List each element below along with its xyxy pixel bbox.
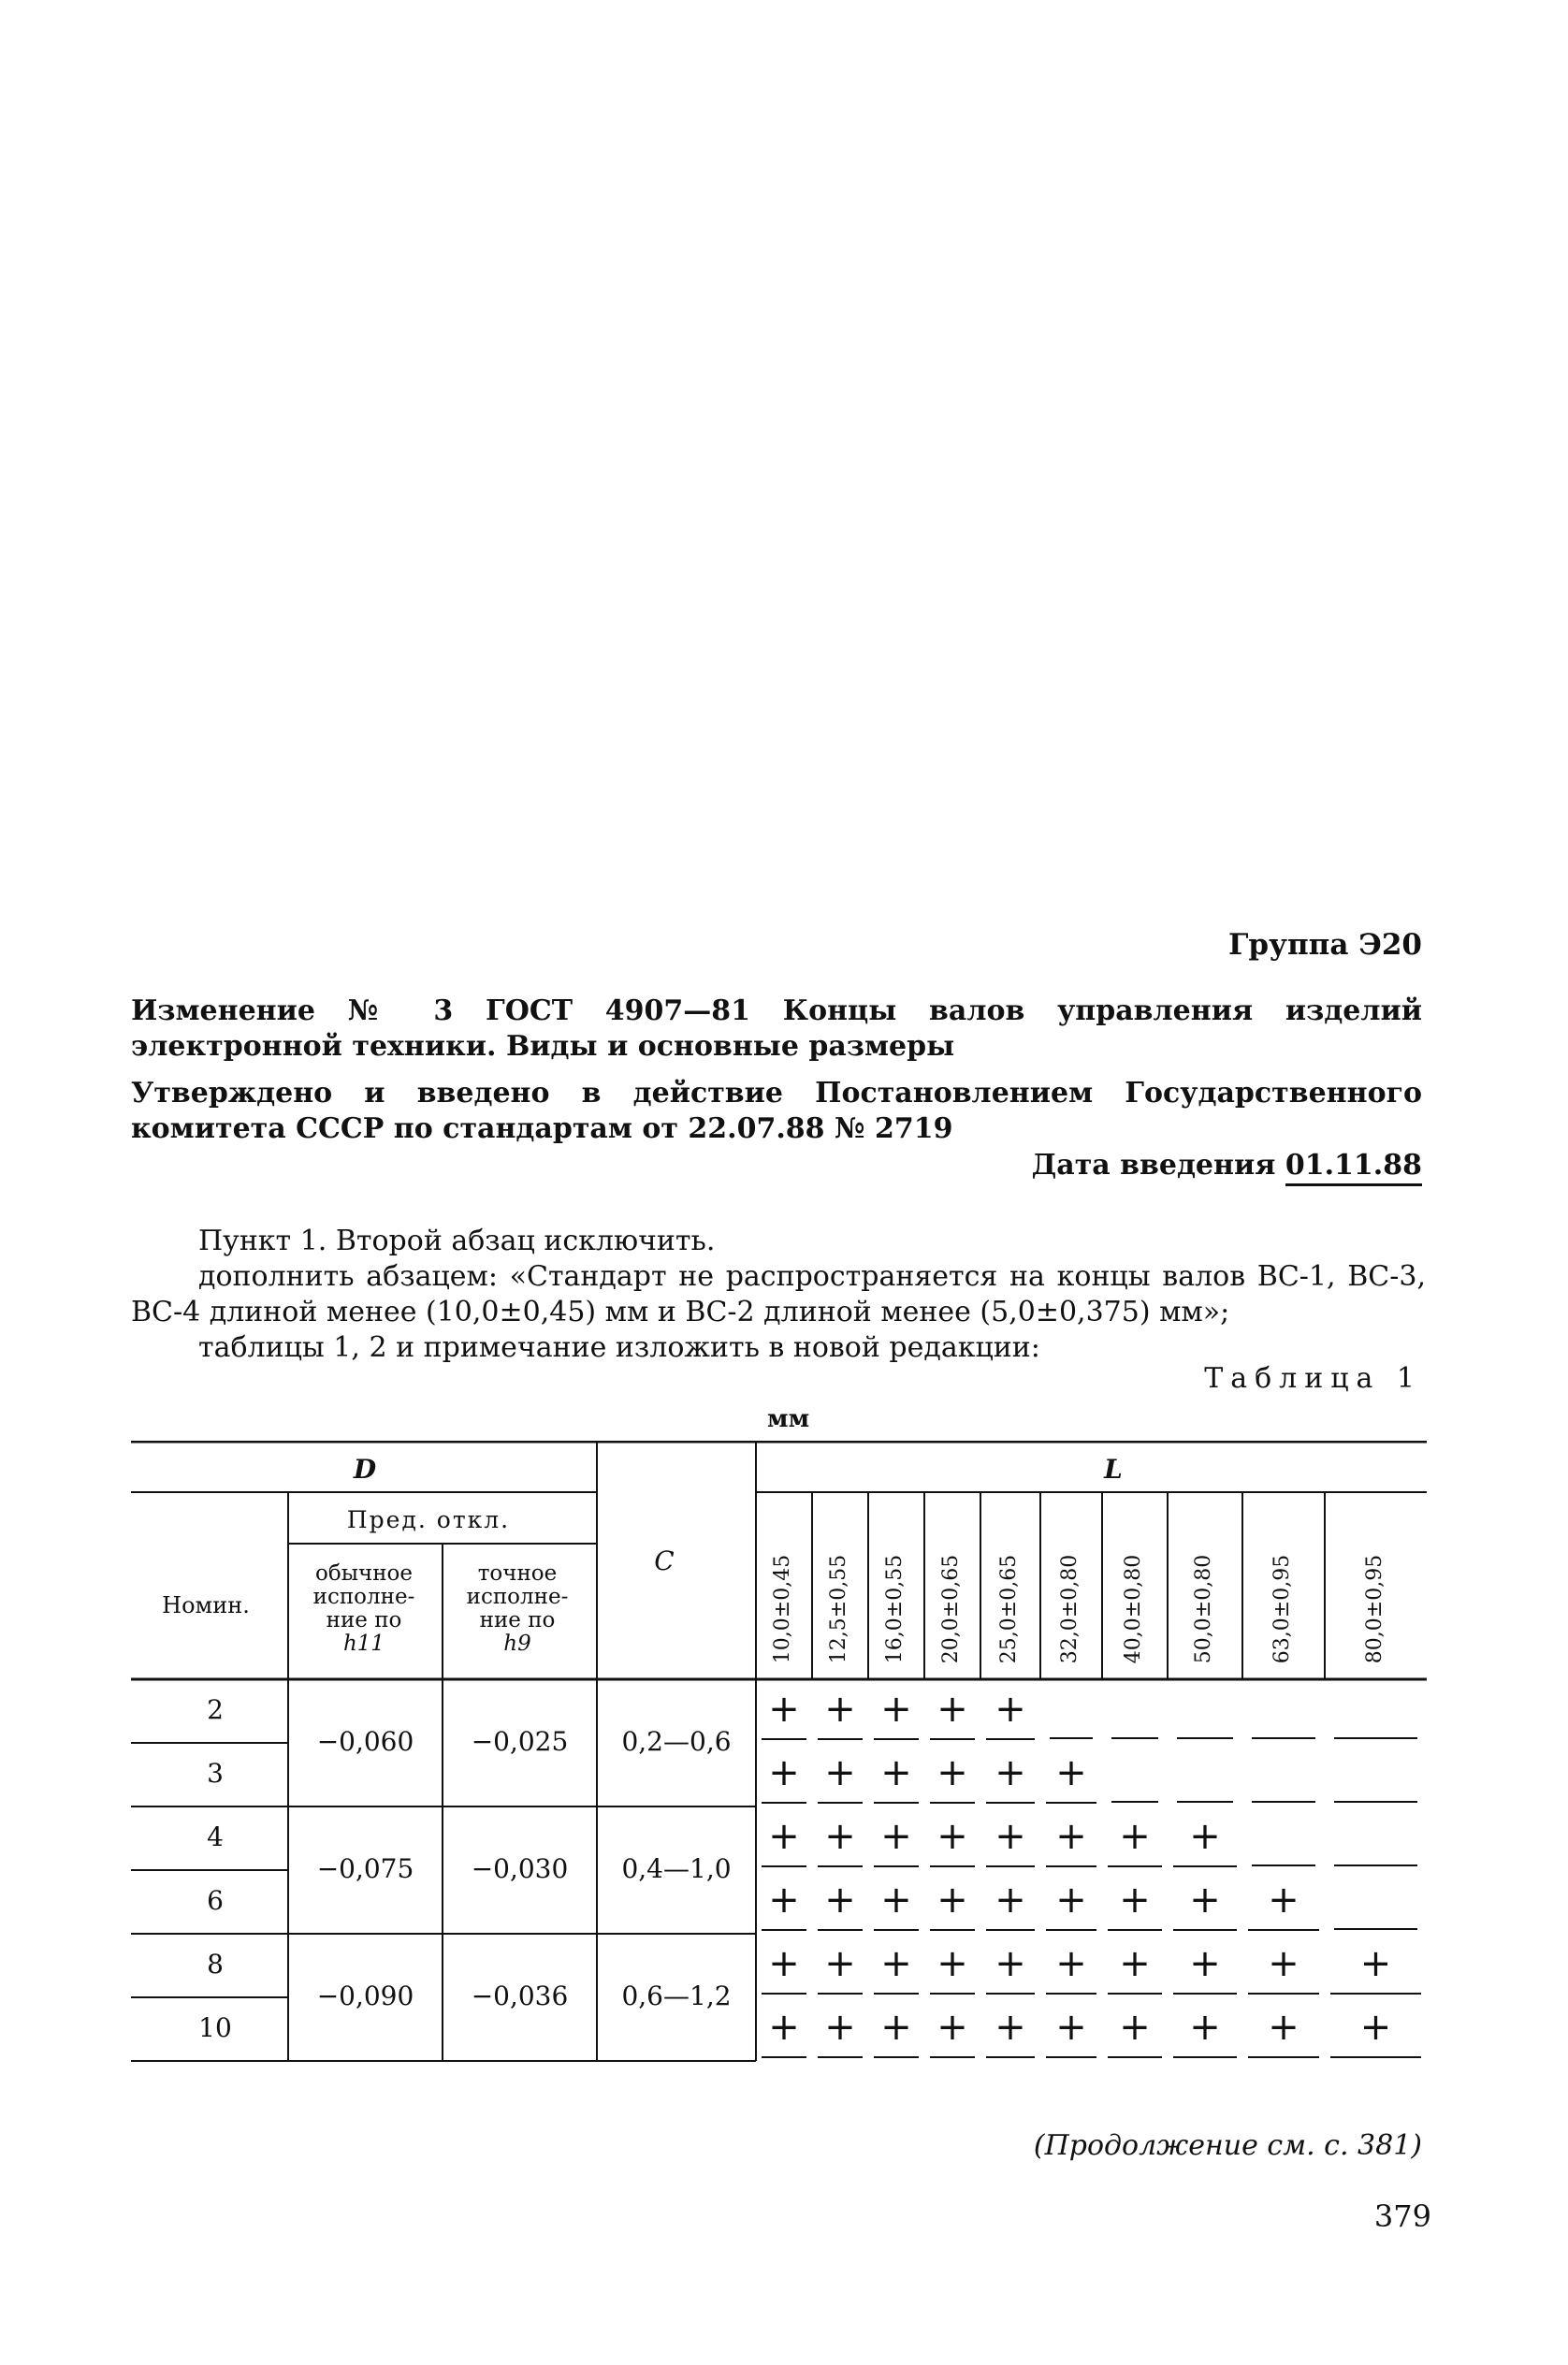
table-label: Таблица 1 [1204,1362,1422,1395]
mark-plus: + [936,1942,968,1985]
mark-plus: + [1359,1942,1392,1985]
mark-plus: + [936,1688,968,1731]
mark-plus: + [1268,1879,1299,1922]
mark-plus: + [1055,1751,1087,1794]
mark-dash [1050,1737,1093,1739]
tochnoe-line-2: исполне- [466,1585,569,1609]
body-line-3: таблицы 1, 2 и примечание изложить в новой редакции: [198,1331,1040,1364]
group-2-h9: −0,036 [471,1981,569,2011]
mark-plus: + [995,1942,1026,1985]
mark-plus: + [880,1942,912,1985]
mark-plus: + [995,1688,1026,1731]
L-value-3: 20,0±0,65 [939,1554,963,1664]
mark-plus: + [1119,1815,1151,1858]
obychnoe-line-1: обычное [315,1561,413,1586]
group-2-h11: −0,090 [316,1981,414,2011]
continuation-note: (Продолжение см. с. 381) [1033,2129,1422,2162]
header-D: D [353,1454,377,1485]
mark-dash [1177,1801,1233,1803]
dimension-table [131,1441,1431,2114]
mark-plus: + [824,1688,856,1731]
mark-dash [1111,1737,1158,1739]
L-value-1: 12,5±0,55 [827,1554,850,1664]
group-2-c: 0,6—1,2 [621,1981,732,2011]
mark-plus: + [880,2006,912,2049]
mark-plus: + [1189,1942,1221,1985]
group-0-h11: −0,060 [316,1726,414,1757]
mark-plus: + [768,1688,800,1731]
mark-plus: + [1189,1815,1221,1858]
mark-dash [1334,1864,1417,1866]
page-number: 379 [1373,2198,1431,2234]
mark-plus: + [880,1751,912,1794]
L-value-4: 25,0±0,65 [997,1554,1021,1664]
mark-plus: + [1359,2006,1392,2049]
mark-plus: + [824,1751,856,1794]
date-value: 01.11.88 [1285,1149,1422,1186]
mark-plus: + [936,1879,968,1922]
mark-plus: + [1268,2006,1299,2049]
nominal-2: 2 [207,1694,224,1725]
mark-plus: + [824,2006,856,2049]
mark-plus: + [936,1815,968,1858]
mark-plus: + [768,1879,800,1922]
mark-plus: + [880,1815,912,1858]
mark-plus: + [995,1879,1026,1922]
obychnoe-line-4: h11 [342,1632,385,1656]
L-value-2: 16,0±0,55 [883,1554,907,1664]
mark-dash [1334,1801,1417,1803]
mark-plus: + [1119,1879,1151,1922]
mark-plus: + [824,1879,856,1922]
mark-plus: + [936,2006,968,2049]
tochnoe-line-1: точное [477,1561,558,1586]
header-tochnoe [443,1562,592,1656]
header-obychnoe [288,1562,440,1656]
group-1-h9: −0,030 [471,1853,569,1884]
group-1-c: 0,4—1,0 [621,1853,732,1884]
approval-statement: Утверждено и введено в действие Постановлением Государственного комитета СССР по стандартам от 22.07.88 № 2719 [131,1077,1422,1145]
mark-plus: + [995,2006,1026,2049]
mark-plus: + [1055,1942,1087,1985]
mark-plus: + [1055,1879,1087,1922]
group-0-h9: −0,025 [471,1726,569,1757]
mark-dash [1252,1864,1315,1866]
header-C: C [654,1545,675,1576]
L-value-8: 63,0±0,95 [1270,1554,1294,1664]
mark-plus: + [880,1879,912,1922]
mark-dash [1334,1928,1417,1930]
mark-plus: + [1189,2006,1221,2049]
group-0-c: 0,2—0,6 [621,1726,732,1757]
body-line-2: дополнить абзацем: «Стандарт не распространяется на концы валов ВС-1, ВС-3, ВС-4 длиной менее (10,0±0,45) мм и ВС-2 длиной менее (5,0±0,375) мм»; [131,1260,1426,1328]
mark-plus: + [880,1688,912,1731]
tochnoe-line-4: h9 [503,1632,531,1656]
effective-date [131,1149,1422,1182]
mark-plus: + [995,1815,1026,1858]
header-nomin: Номин. [162,1592,250,1618]
mark-plus: + [824,1942,856,1985]
L-value-6: 40,0±0,80 [1122,1554,1145,1664]
mark-dash [1252,1801,1315,1803]
group-label: Группа Э20 [1228,928,1422,962]
nominal-4: 4 [207,1821,224,1852]
L-value-0: 10,0±0,45 [771,1554,794,1664]
mark-plus: + [768,1942,800,1985]
mark-plus: + [1268,1942,1299,1985]
mark-plus: + [995,1751,1026,1794]
nominal-8: 8 [207,1949,224,1980]
nominal-3: 3 [207,1758,224,1789]
mark-plus: + [1119,2006,1151,2049]
header-pred-otkl: Пред. откл. [346,1506,511,1533]
nominal-6: 6 [207,1885,224,1916]
document-title: Изменение № 3 ГОСТ 4907—81 Концы валов управления изделий электронной техники. Виды и основные размеры [131,994,1422,1063]
L-value-7: 50,0±0,80 [1192,1554,1215,1664]
nominal-10: 10 [198,2012,232,2043]
mark-dash [1252,1737,1315,1739]
mark-plus: + [1055,2006,1087,2049]
mark-dash [1334,1737,1417,1739]
mark-dash [1111,1801,1158,1803]
obychnoe-line-2: исполне- [312,1585,415,1609]
mark-plus: + [768,1815,800,1858]
obychnoe-line-3: ние по [326,1608,402,1632]
date-label: Дата введения [1031,1149,1276,1182]
mark-plus: + [768,1751,800,1794]
mark-plus: + [936,1751,968,1794]
mark-plus: + [1055,1815,1087,1858]
mark-plus: + [768,2006,800,2049]
L-value-5: 32,0±0,80 [1058,1554,1082,1664]
mark-dash [1177,1737,1233,1739]
L-value-9: 80,0±0,95 [1362,1554,1387,1664]
tochnoe-line-3: ние по [479,1608,556,1632]
table-unit: мм [767,1405,810,1433]
mark-plus: + [1189,1879,1221,1922]
mark-plus: + [1119,1942,1151,1985]
header-L: L [1104,1454,1123,1485]
mark-plus: + [824,1815,856,1858]
body-line-1: Пункт 1. Второй абзац исключить. [198,1225,716,1257]
body-text [131,1224,1426,1366]
group-1-h11: −0,075 [316,1853,414,1884]
